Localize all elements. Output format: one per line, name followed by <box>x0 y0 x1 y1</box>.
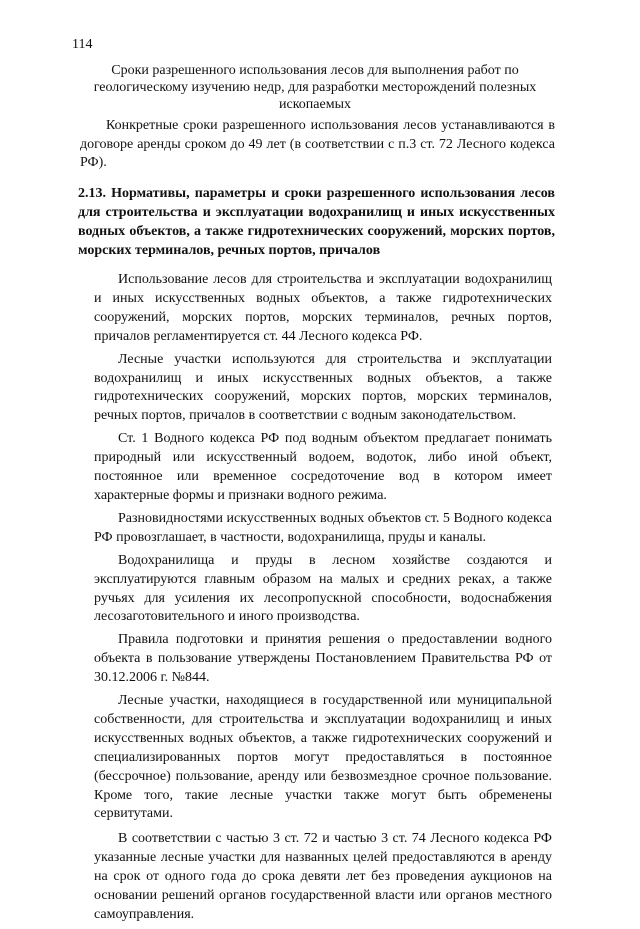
paragraph: Водохранилища и пруды в лесном хозяйстве создаются и эксплуатируются главным образом на малых и средних реках, а также ручьях для усиления их лесопропускной способности, водоснабжения лесозаготовительного и иного производства. <box>94 552 552 625</box>
intro-paragraph: Конкретные сроки разрешенного использования лесов устанавливаются в договоре аренды сроком до 49 лет (в соответствии с п.3 ст. 72 Лесного кодекса РФ). <box>80 118 555 170</box>
subsection-title: Сроки разрешенного использования лесов для выполнения работ по геологическому изучению недр, для разработки месторождений полезных ископаемых <box>93 63 537 112</box>
paragraph: Правила подготовки и принятия решения о предоставлении водного объекта в пользование утверждены Постановлением Правительства РФ от 30.12.2006 г. №844. <box>94 632 552 686</box>
paragraph: Ст. 1 Водного кодекса РФ под водным объектом предлагает понимать природный или искусственный водоем, водоток, либо иной объект, постоянное или временное сосредоточение вод в котором имеет характерные формы и признаки водного режима. <box>94 431 552 503</box>
section-body <box>94 271 552 929</box>
paragraph: Лесные участки, находящиеся в государственной или муниципальной собственности, для строительства и эксплуатации водохранилищ и иных искусственных водных объектов, а также гидротехнических сооружений и специализированных портов могут предоставляться в постоянное (бессрочное) пользование, аренду или безвозмездное срочное пользование. Кроме того, такие лесные участки также могут быть обременены сервитутами. <box>94 693 552 822</box>
paragraph: Разновидностями искусственных водных объектов ст. 5 Водного кодекса РФ провозглашает, в частности, водохранилища, пруды и каналы. <box>94 510 552 545</box>
paragraph: Лесные участки используются для строительства и эксплуатации водохранилищ и иных искусственных водных объектов, а также гидротехнических сооружений, морских портов, морских терминалов, речных портов, причалов в соответствии с водным законодательством. <box>94 351 552 424</box>
section-heading: 2.13. Нормативы, параметры и сроки разрешенного использования лесов для строительства и эксплуатации водохранилищ и иных искусственных водных объектов, а также гидротехнических сооружений, морских портов, морских терминалов, речных портов, причалов <box>78 186 555 258</box>
paragraph: В соответствии с частью 3 ст. 72 и частью 3 ст. 74 Лесного кодекса РФ указанные лесные участки для названных целей предоставляются в аренду на срок от одного года до срока девяти лет без проведения аукционов на основании решений органов государственной власти или органов местного самоуправления. <box>94 831 552 922</box>
page-number: 114 <box>72 37 93 52</box>
paragraph: Использование лесов для строительства и эксплуатации водохранилищ и иных искусственных водных объектов, а также гидротехнических сооружений, морских портов, морских терминалов, речных портов, причалов регламентируется ст. 44 Лесного кодекса РФ. <box>94 272 552 344</box>
